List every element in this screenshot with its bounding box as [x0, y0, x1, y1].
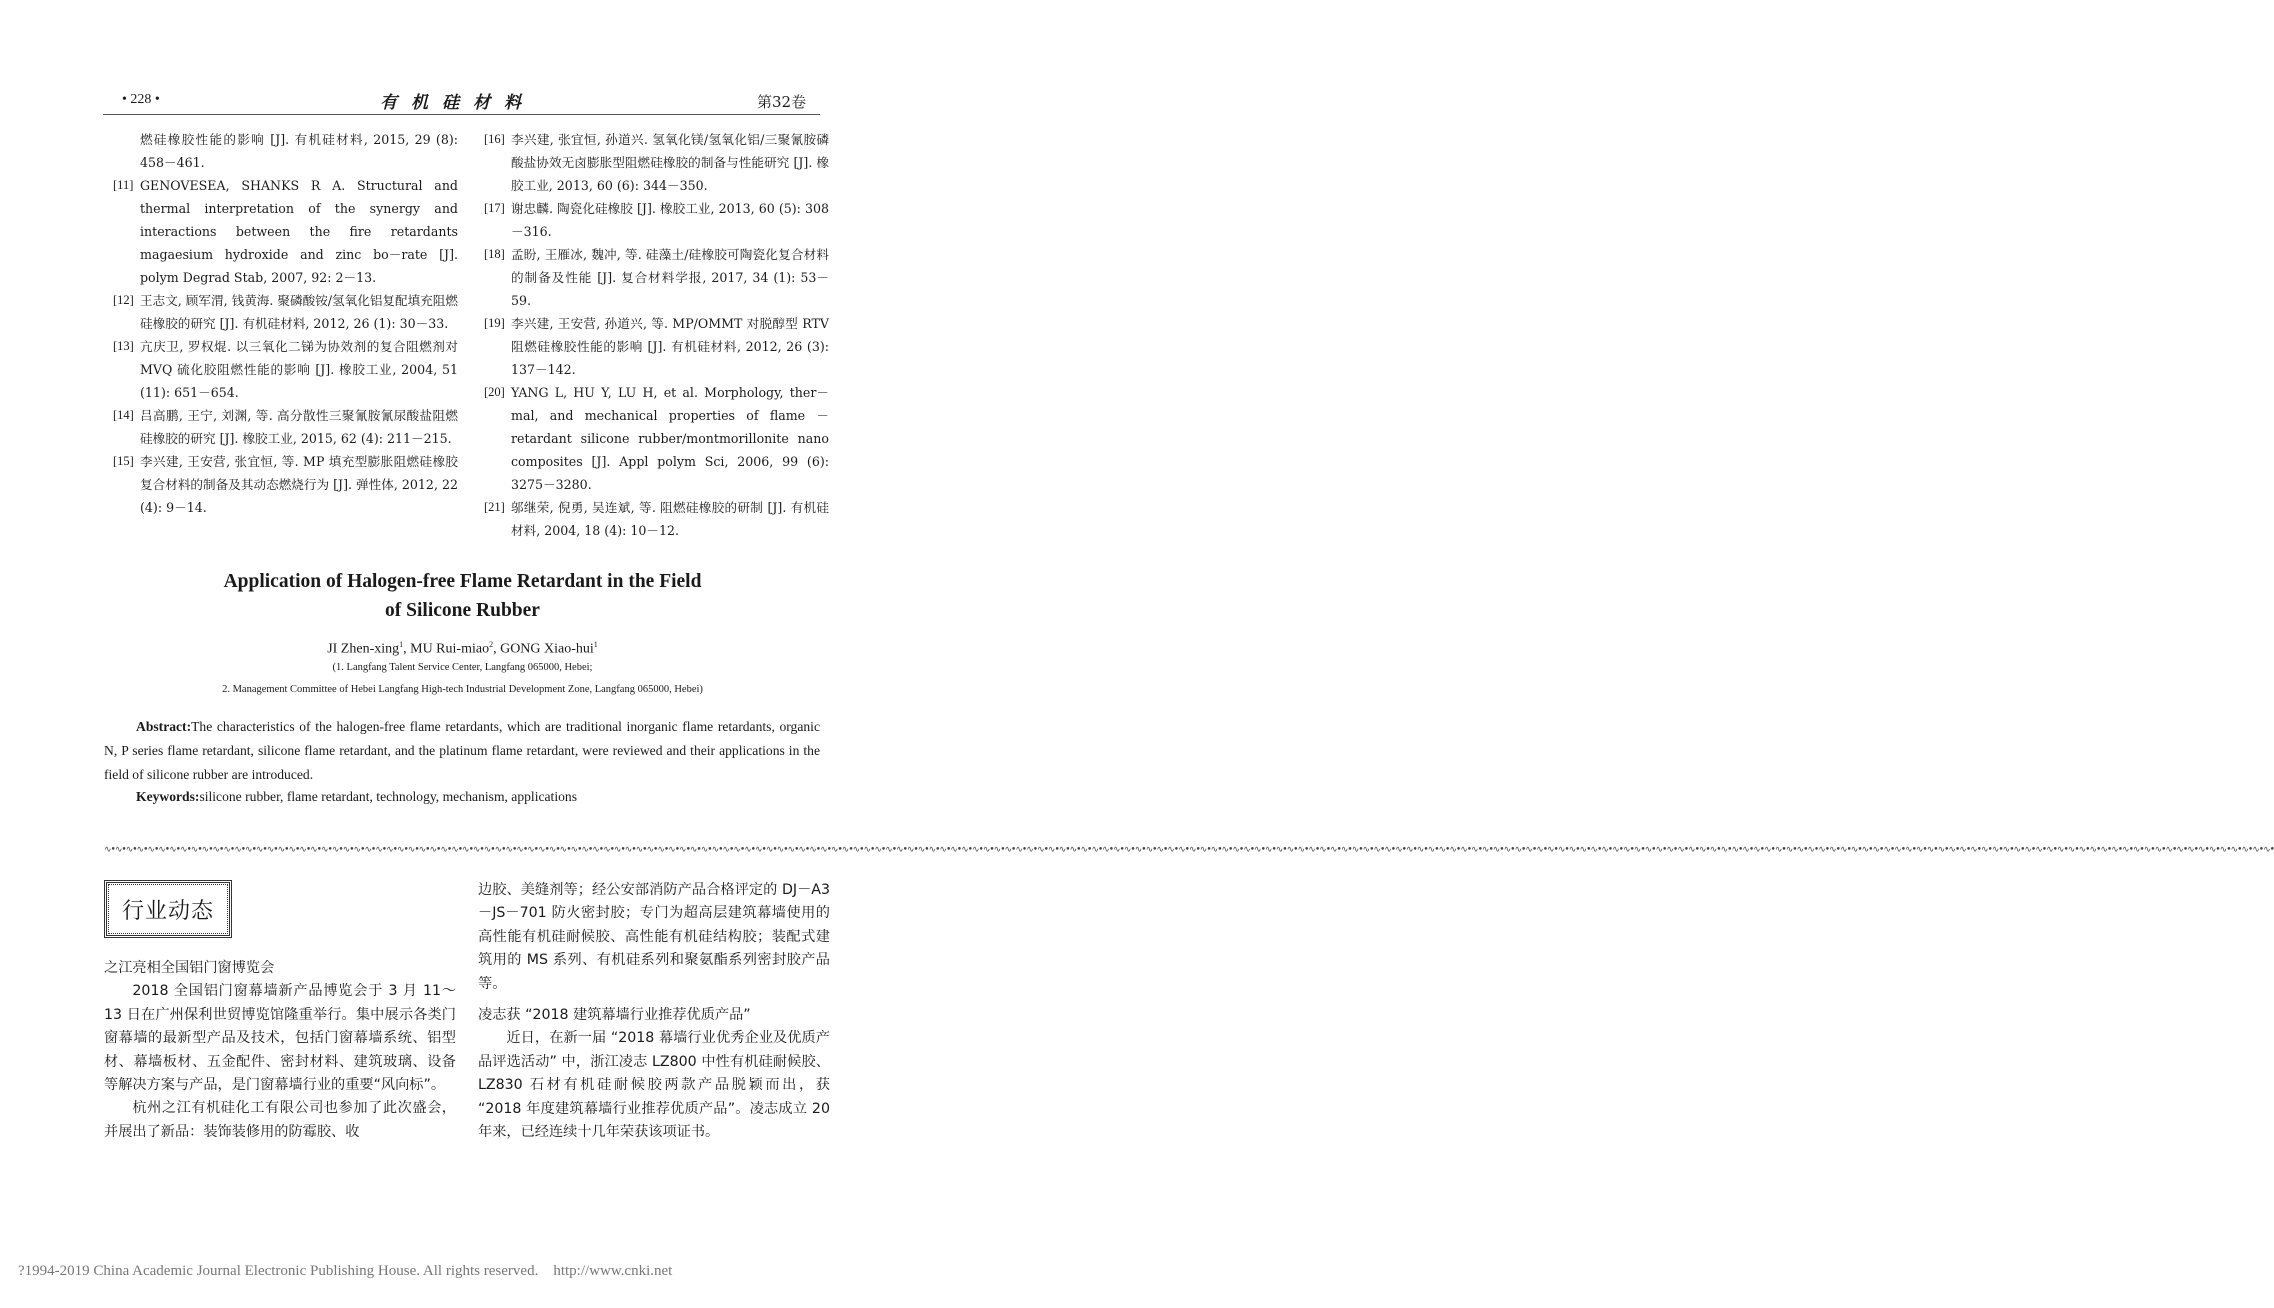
reference-number: [20]	[484, 385, 505, 399]
reference-item	[113, 128, 458, 174]
english-title-line2: of Silicone Rubber	[385, 600, 540, 621]
reference-item	[113, 335, 458, 404]
reference-number: [13]	[113, 339, 134, 353]
reference-item	[484, 496, 829, 542]
news-paragraph: 2018 全国铝门窗幕墙新产品博览会于 3 月 11～13 日在广州保利世贸博览馆隆重举行。集中展示各类门窗幕墙的最新型产品及技术，包括门窗幕墙系统、铝型材、幕墙板材、五金配件、密封材料、建筑玻璃、设备等解决方案与产品，是门窗幕墙行业的重要“风向标”。	[104, 983, 456, 1094]
references-left-column	[113, 128, 458, 519]
reference-item	[484, 312, 829, 381]
reference-item	[113, 404, 458, 450]
keywords-label: Keywords:	[136, 789, 200, 804]
author-name: JI Zhen-xing	[327, 641, 400, 657]
reference-number: [11]	[113, 178, 134, 192]
reference-text: GENOVESEA, SHANKS R A. Structural and thermal interpretation of the synergy and interactions between the fire retardants magaesium hydroxide and zinc bo－rate [J]. polym Degrad Stab, 2007, 92: 2－13.	[140, 178, 458, 285]
reference-item	[113, 289, 458, 335]
author-name: MU Rui-miao	[410, 641, 490, 657]
abstract	[104, 715, 820, 787]
news-paragraph: 近日，在新一届 “2018 幕墙行业优秀企业及优质产品评选活动” 中，浙江凌志 LZ800 中性有机硅耐候胶、LZ830 石材有机硅耐候胶两款产品脱颖而出，获 “2018 年度建筑幕墙行业推荐优质产品”。凌志成立 20 年来，已经连续十几年荣获该项证书。	[478, 1030, 830, 1141]
reference-item	[484, 381, 829, 496]
reference-number: [17]	[484, 201, 505, 215]
footer-url: http://www.cnki.net	[553, 1263, 673, 1279]
reference-text: 李兴建, 王安营, 张宜恒, 等. MP 填充型膨胀阻燃硅橡胶复合材料的制备及其动态燃烧行为 [J]. 弹性体, 2012, 22 (4): 9－14.	[140, 454, 458, 515]
abstract-text: The characteristics of the halogen-free flame retardants, which are traditional inorganic flame retardants, organic N, P series flame retardant, silicone flame retardant, and the platinum flame retardant, were reviewed and their applications in the field of silicone rubber are introduced.	[104, 719, 820, 782]
news-heading: 之江亮相全国铝门窗博览会	[104, 960, 275, 976]
news-left-column	[104, 957, 456, 1144]
author-affiliation-mark: 1	[399, 640, 404, 649]
reference-text: 燃硅橡胶性能的影响 [J]. 有机硅材料, 2015, 29 (8): 458－461.	[140, 132, 458, 170]
copyright-footer	[18, 1263, 672, 1280]
english-authors: JI Zhen-xing$^1$, MU Rui-miao$^2$, GONG Xiao-hui$^1$	[327, 640, 598, 657]
affiliation-2: 2. Management Committee of Hebei Langfang High-tech Industrial Development Zone, Langfang 065000, Hebei)	[222, 684, 703, 695]
reference-number: [14]	[113, 408, 134, 422]
news-section-label-box	[104, 880, 232, 938]
references-right-column	[484, 128, 829, 542]
reference-item	[484, 243, 829, 312]
volume-label: 第32卷	[757, 93, 807, 111]
reference-number: [12]	[113, 293, 134, 307]
reference-text: 王志文, 顾军渭, 钱黄海. 聚磷酸铵/氢氧化铝复配填充阻燃硅橡胶的研究 [J]. 有机硅材料, 2012, 26 (1): 30－33.	[140, 293, 458, 331]
journal-name: 有机硅材料	[380, 93, 535, 113]
english-title-line1: Application of Halogen-free Flame Retardant in the Field	[223, 571, 702, 592]
reference-item	[484, 128, 829, 197]
news-right-column	[478, 879, 830, 1144]
reference-item	[484, 197, 829, 243]
author-affiliation-mark: 2	[489, 640, 494, 649]
reference-text: 孟盼, 王雁冰, 魏冲, 等. 硅藻土/硅橡胶可陶瓷化复合材料的制备及性能 [J]. 复合材料学报, 2017, 34 (1): 53－59.	[511, 247, 829, 308]
reference-number: [15]	[113, 454, 134, 468]
reference-number: [16]	[484, 132, 505, 146]
spacer	[478, 996, 830, 1004]
header-rule	[103, 114, 820, 115]
reference-text: 谢忠麟. 陶瓷化硅橡胶 [J]. 橡胶工业, 2013, 60 (5): 308－316.	[511, 201, 829, 239]
news-paragraph: 杭州之江有机硅化工有限公司也参加了此次盛会，并展出了新品：装饰装修用的防霉胶、收	[104, 1100, 456, 1140]
reference-text: 吕高鹏, 王宁, 刘渊, 等. 高分散性三聚氰胺氰尿酸盐阻燃硅橡胶的研究 [J]. 橡胶工业, 2015, 62 (4): 211－215.	[140, 408, 458, 446]
keywords-text: silicone rubber, flame retardant, technology, mechanism, applications	[199, 789, 577, 804]
reference-item	[113, 174, 458, 289]
reference-text: 李兴建, 王安营, 孙道兴, 等. MP/OMMT 对脱醇型 RTV 阻燃硅橡胶性能的影响 [J]. 有机硅材料, 2012, 26 (3): 137－142.	[511, 316, 829, 377]
news-paragraph-continued: 边胶、美缝剂等；经公安部消防产品合格评定的 DJ－A3－JS－701 防火密封胶；专门为超高层建筑幕墙使用的高性能有机硅耐候胶、高性能有机硅结构胶；装配式建筑用的 MS 系列、有机硅系列和聚氨酯系列密封胶产品等。	[478, 882, 830, 992]
abstract-label: Abstract:	[136, 719, 192, 734]
english-title	[0, 567, 925, 625]
reference-text: YANG L, HU Y, LU H, et al. Morphology, ther－mal, and mechanical properties of flame － retardant silicone rubber/montmorillonite nano composites [J]. Appl polym Sci, 2006, 99 (6): 3275－3280.	[511, 385, 829, 492]
page-number: • 228 •	[122, 92, 160, 107]
reference-text: 李兴建, 张宜恒, 孙道兴. 氢氧化镁/氢氧化铝/三聚氰胺磷酸盐协效无卤膨胀型阻燃硅橡胶的制备与性能研究 [J]. 橡胶工业, 2013, 60 (6): 344－350.	[511, 132, 829, 193]
decorative-divider: ∿•∿•∿•∿•∿•∿•∿•∿•∿•∿•∿•∿•∿•∿•∿•∿•∿•∿•∿•∿•∿•∿•∿•∿•∿•∿•∿•∿•∿•∿•∿•∿•∿•∿•∿•∿•∿•∿•∿•∿•∿•∿•∿•∿•∿•∿•∿•∿•∿•∿•∿•∿•∿•∿•∿•∿•∿•∿•∿•∿•∿•∿•∿•∿•∿•∿•∿•∿•∿•∿•∿•∿•∿•∿•∿•∿•∿•∿•∿•∿•∿•∿•∿•∿•∿•∿•∿•∿•∿•∿•∿•∿•∿•∿•∿•∿•∿•∿•∿•∿•∿•∿•∿•∿•∿•∿•∿•∿•∿•∿•∿•∿•∿•∿•∿•∿•∿•∿•∿•∿•∿•∿•∿•∿•∿•∿•∿•∿•∿•∿•∿•∿•∿•∿•∿•∿•∿•∿•∿•∿•∿•∿•∿•∿•∿•∿•∿•∿•∿•∿•∿•∿•∿•∿•∿•∿•∿•∿•∿•∿•∿•∿•∿•∿•∿•∿•∿•∿•∿•∿•∿•∿•∿•∿•∿•∿•∿•∿•∿•∿•∿•∿•∿•∿•∿•∿•∿•∿•∿•∿•∿•∿•∿•∿•∿•∿•∿•∿•∿•∿•	[104, 845, 2274, 855]
reference-item	[113, 450, 458, 519]
reference-number: [19]	[484, 316, 505, 330]
reference-number: [18]	[484, 247, 505, 261]
reference-text: 邬继荣, 倪勇, 吴连斌, 等. 阻燃硅橡胶的研制 [J]. 有机硅材料, 2004, 18 (4): 10－12.	[511, 500, 829, 538]
reference-number: [21]	[484, 500, 505, 514]
affiliation-1: (1. Langfang Talent Service Center, Langfang 065000, Hebei;	[332, 662, 593, 673]
keywords	[136, 789, 577, 805]
news-heading: 凌志获 “2018 建筑幕墙行业推荐优质产品”	[478, 1007, 751, 1024]
copyright-text: ?1994-2019 China Academic Journal Electronic Publishing House. All rights reserved.	[18, 1263, 539, 1279]
author-affiliation-mark: 1	[593, 640, 598, 649]
reference-text: 亢庆卫, 罗权焜. 以三氧化二锑为协效剂的复合阻燃剂对 MVQ 硫化胶阻燃性能的影响 [J]. 橡胶工业, 2004, 51 (11): 651－654.	[140, 339, 458, 400]
author-name: GONG Xiao-hui	[500, 641, 594, 657]
news-section-label: 行业动态	[121, 899, 214, 924]
